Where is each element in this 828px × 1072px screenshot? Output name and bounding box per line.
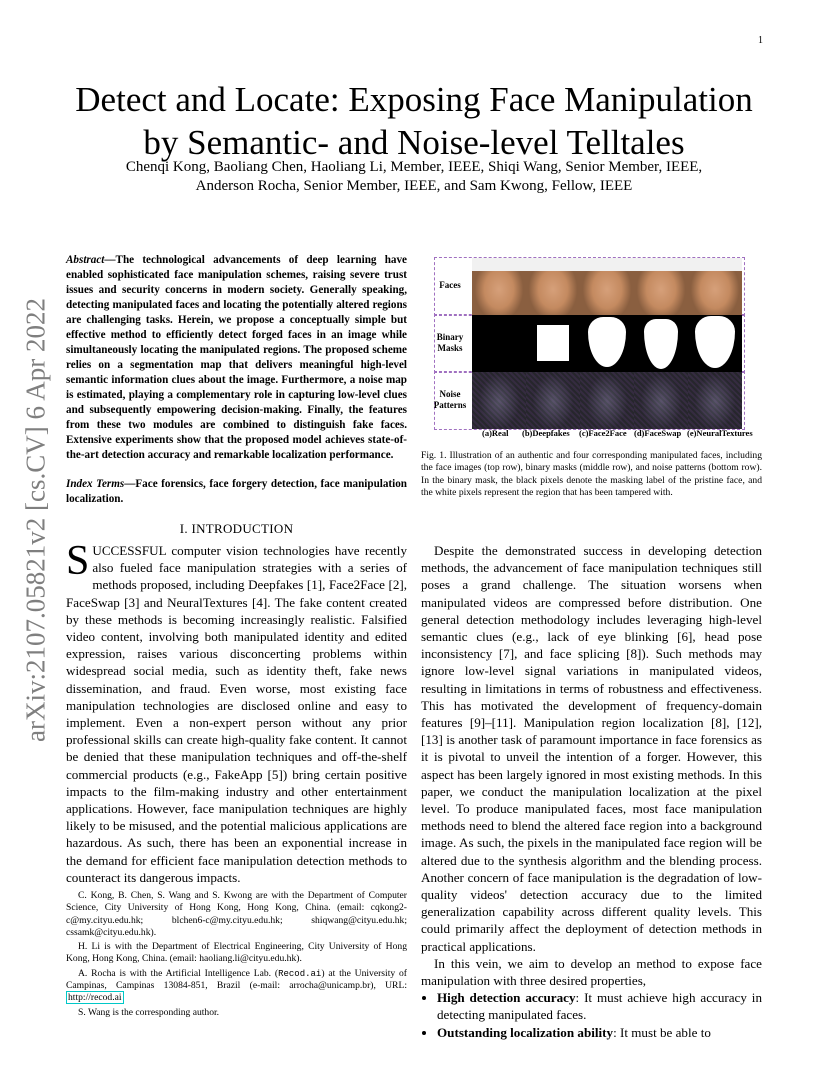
col-label-neuraltextures: (e)NeuralTextures [687,428,753,438]
row-label-masks: Binary Masks [436,332,464,353]
abstract [66,253,407,463]
footnote-4: S. Wang is the corresponding author. [78,1006,220,1018]
right-paragraph-1: Despite the demonstrated success in developing detection methods, the advancement of face manipulation techniques still poses a grand challenge. The situation worsens when manipulated videos are compressed before distribution. One general detection methodology includes leveraging high-level semantic clues (e.g., lack of eye blinking [6], head pose inconsistency [7], and face splicing [8]). Such methods may ignore low-level signal variations in manipulated videos, resulting in limitations in terms of robustness and effectiveness. This has motivated the development of frequency-domain features [9]–[11]. Manipulation region localization [8], [12], [13] is another task of paramount importance in face forensics as it is pivotal to unveil the intention of a forger. However, this aspect has been largely ignored in most existing methods. In this paper, we conduct the manipulation localization at the pixel level. To produce manipulated faces, most face manipulation methods need to blend the altered face region into a background image. As such, the pixels in the manipulated face region will be altered due to the synthesis algorithm and the blending process. Another concern of face manipulation is the degradation of low-quality videos' detection accuracy due to the limited generalization capability across different quality levels. This could primarily affect the deployment of detection methods in practical applications. [421,543,762,954]
face-image-neuraltextures [688,258,742,315]
noise-pattern-faceswap [634,372,688,429]
page-number: 1 [758,35,763,46]
property-list [421,989,762,1041]
list-item-bold: High detection accuracy [437,990,576,1006]
face-image-face2face [580,258,634,315]
paper-title: Detect and Locate: Exposing Face Manipulation by Semantic- and Noise-level Telltales [75,80,753,162]
noise-pattern-deepfakes [526,372,580,429]
index-terms [66,477,407,507]
authors-line-1: Chenqi Kong, Baoliang Chen, Haoliang Li, Member, IEEE, Shiqi Wang, Senior Member, IEEE, [125,159,703,175]
section-heading: I. INTRODUCTION [179,521,294,536]
footnote-3-text-b: ) at the University of Campinas, Campinas 13084-851, Brazil (e-mail: arrocha@unicamp.br), URL: [66,967,407,992]
intro-paragraph [66,538,407,886]
authors-line-2: Anderson Rocha, Senior Member, IEEE, and Sam Kwong, Fellow, IEEE [195,178,633,194]
list-item [437,989,762,1023]
arxiv-id: arXiv:2107.05821v2 [cs.CV] 6 Apr 2022 [20,298,51,742]
mask-face2face [580,315,634,372]
intro-text: UCCESSFUL computer vision technologies have recently also fueled face manipulation strategies with a series of methods proposed, including Deepfakes [1], Face2Face [2], FaceSwap [3] and NeuralTextures [4]. The fake content created by these methods is becoming increasingly realistic. Falsified video content, involving both manipulated identity and edited expression, raises various disconcerting problems within widespread social media, such as identity theft, fake news dissemination, and fraud. Even worse, most existing face manipulation technologies are disclosed online and easy to implement. Even a non-expert person without any prior professional skills can create high-quality fake content. It cannot be denied that these manipulation techniques and off-the-shelf commercial products (e.g., FakeApp [5]) bring certain positive impacts to the film-making industry and other entertainment applications. However, face manipulation techniques are highly likely to be misused, and the potential malicious applications are hazardous. As such, there has been an exponential increase in the demand for efficient face manipulation detection methods to counteract its dangerous impacts. [66,543,407,885]
mask-faceswap [634,315,688,372]
abstract-label: Abstract [66,254,105,266]
footnote-1: C. Kong, B. Chen, S. Wang and S. Kwong are with the Department of Computer Science, City University of Hong Kong, Hong Kong, China. (email: cqkong2-c@my.cityu.edu.hk; blchen6-c@my.cityu.edu.hk; shiqwang@cityu.edu.hk; cssamk@cityu.edu.hk). [66,890,407,938]
footnote-3-text-a: A. Rocha is with the Artificial Intelligence Lab. ( [78,967,279,979]
list-item-text: : It must be able to [613,1024,711,1040]
index-terms-text: —Face forensics, face forgery detection, face manipulation localization. [66,478,407,505]
list-item-text: : It must achieve high accuracy in detecting manipulated faces. [437,990,762,1023]
mask-deepfakes [526,315,580,372]
col-label-face2face: (c)Face2Face [579,428,627,438]
right-column [421,542,762,1041]
right-paragraph-2: In this vein, we aim to develop an method to expose face manipulation with three desired properties, [421,955,762,989]
col-label-deepfakes: (b)Deepfakes [522,428,570,438]
col-label-real: (a)Real [482,428,509,438]
abstract-text: —The technological advancements of deep learning have enabled sophisticated face manipulation schemes, raising severe trust issues and security concerns in modern society. Generally speaking, detecting manipulated faces and locating the potentially altered regions are challenging tasks. Herein, we propose a conceptually simple but effective method to efficiently detect forged faces in an image while simultaneously locating the manipulated regions. The proposed scheme relies on a segmentation map that delivers meaningful high-level semantic information clues about the image. Furthermore, a noise map is estimated, playing a complementary role in capturing low-level clues and subsequently empowering decision-making. Finally, the features from these two modules are combined to distinguish fake faces. Extensive experiments show that the proposed model achieves state-of-the-art detection accuracy and remarkable localization performance. [66,254,407,461]
row-label-noise: Noise Patterns [433,389,467,410]
drop-cap: S [66,538,90,584]
recod-url-link[interactable]: http://recod.ai [68,992,122,1004]
mask-neuraltextures [688,315,742,372]
authors [80,158,748,196]
face-image-deepfakes [526,258,580,315]
face-image-faceswap [634,258,688,315]
index-terms-label: Index Terms [66,478,125,490]
noise-pattern-neuraltextures [688,372,742,429]
footnote-3-mono: Recod.ai [278,968,322,979]
footnotes [66,890,407,1021]
footnote-2: H. Li is with the Department of Electrical Engineering, City University of Hong Kong, Hong Kong, China. (email: haoliang.li@cityu.edu.hk). [66,941,407,965]
row-label-faces: Faces [439,280,461,290]
list-item [437,1024,762,1041]
list-item-bold: Outstanding localization ability [437,1024,614,1040]
col-label-faceswap: (d)FaceSwap [634,428,682,438]
noise-pattern-face2face [580,372,634,429]
figure-caption: Fig. 1. Illustration of an authentic and four corresponding manipulated faces, including the face images (top row), binary masks (middle row), and noise patterns (bottom row). In the binary mask, the black pixels denote the masking label of the pristine face, and the white pixels represent the region that has been tampered with. [421,450,762,498]
footnote-3 [66,968,407,1005]
noise-pattern-real [472,372,526,429]
mask-real [472,315,526,372]
arxiv-watermark [20,290,52,750]
face-image-real [472,258,526,315]
